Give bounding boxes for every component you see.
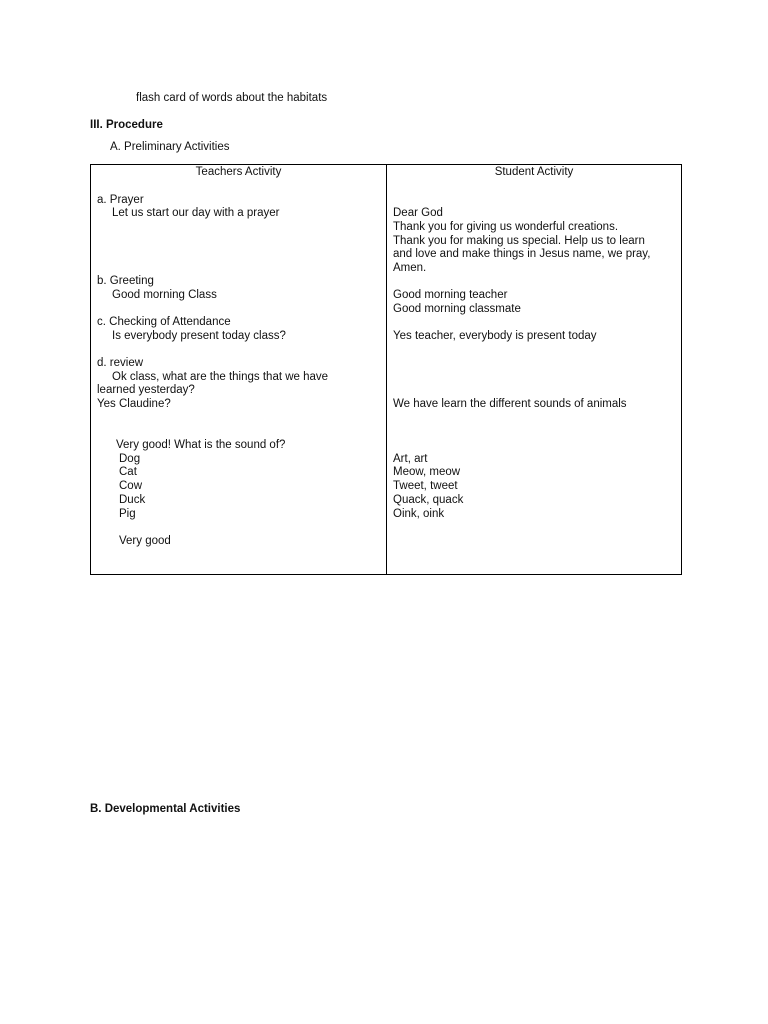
student-line: Art, art — [393, 453, 428, 465]
teacher-line: Is everybody present today class? — [112, 330, 286, 342]
student-line: Quack, quack — [393, 494, 464, 506]
teacher-line: Duck — [119, 494, 146, 506]
teacher-line: Ok class, what are the things that we have — [112, 371, 329, 383]
teacher-line: learned yesterday? — [97, 384, 195, 396]
teacher-line: c. Checking of Attendance — [97, 316, 231, 328]
teacher-line: Dog — [119, 453, 141, 465]
teacher-line: a. Prayer — [97, 194, 144, 206]
student-line: Thank you for making us special. Help us to learn — [393, 235, 645, 247]
teacher-line: Very good! What is the sound of? — [116, 439, 286, 451]
subsection-heading-developmental: B. Developmental Activities — [90, 803, 241, 815]
header-teacher-activity: Teachers Activity — [195, 166, 282, 178]
student-line: Dear God — [393, 207, 443, 219]
student-line: Yes teacher, everybody is present today — [393, 330, 597, 342]
teacher-line: Very good — [119, 535, 171, 547]
table-column-divider — [386, 164, 387, 575]
student-line: Oink, oink — [393, 508, 445, 520]
teacher-line: d. review — [97, 357, 144, 369]
student-line: We have learn the different sounds of animals — [393, 398, 627, 410]
teacher-line: Yes Claudine? — [97, 398, 171, 410]
student-line: Good morning teacher — [393, 289, 508, 301]
student-line: Meow, meow — [393, 466, 461, 478]
teacher-line: Cow — [119, 480, 143, 492]
teacher-line: Let us start our day with a prayer — [112, 207, 280, 219]
table-border-right — [681, 164, 682, 575]
student-line: Amen. — [393, 262, 427, 274]
student-line: Tweet, tweet — [393, 480, 458, 492]
teacher-line: Good morning Class — [112, 289, 217, 301]
header-student-activity: Student Activity — [494, 166, 574, 178]
intro-line: flash card of words about the habitats — [136, 92, 328, 104]
student-line: Thank you for giving us wonderful creations. — [393, 221, 619, 233]
teacher-line: Pig — [119, 508, 136, 520]
subsection-heading-preliminary: A. Preliminary Activities — [110, 141, 230, 153]
student-line: Good morning classmate — [393, 303, 521, 315]
teacher-line: b. Greeting — [97, 275, 154, 287]
student-line: and love and make things in Jesus name, we pray, — [393, 248, 651, 260]
table-border-left — [90, 164, 91, 575]
section-heading-procedure: III. Procedure — [90, 119, 163, 131]
teacher-line: Cat — [119, 466, 137, 478]
